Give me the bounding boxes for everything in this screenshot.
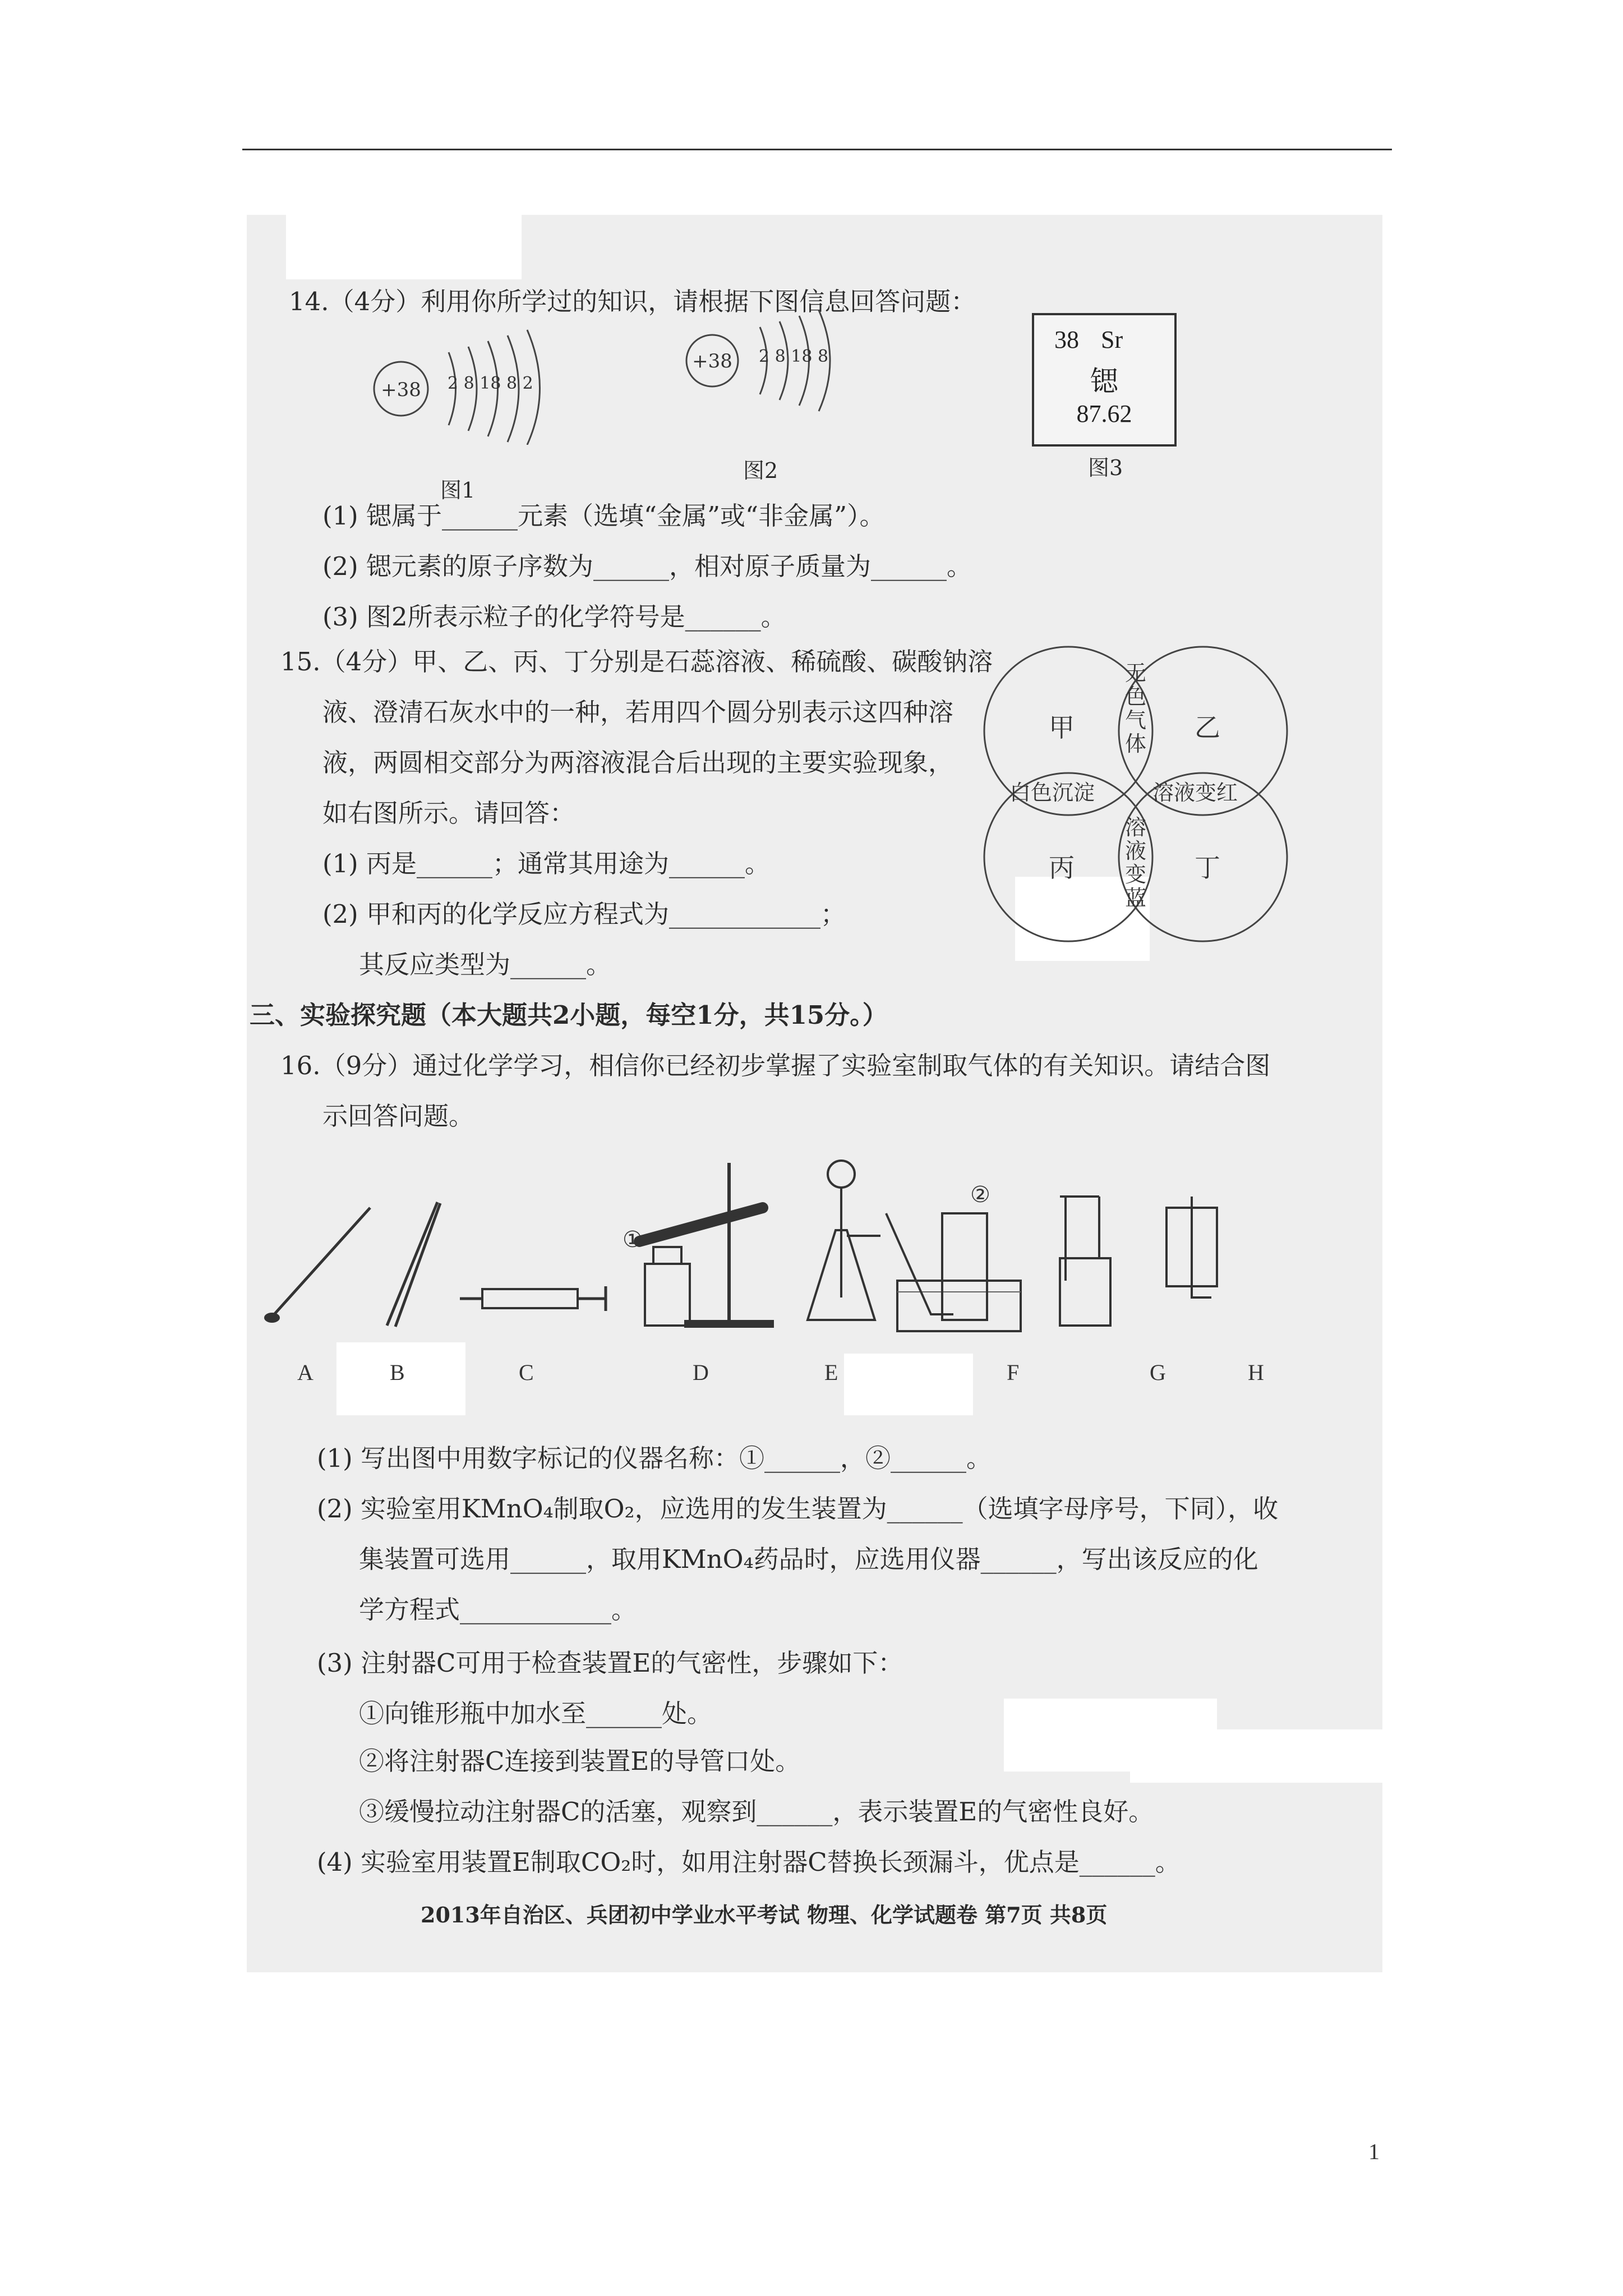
mark2: ②	[970, 1182, 990, 1208]
scanned-exam-page	[247, 215, 1382, 1972]
header-rule	[242, 149, 1392, 150]
venn-bing: 丙	[1049, 853, 1075, 883]
label-e: E	[824, 1360, 838, 1385]
venn-diagram	[970, 641, 1307, 955]
periodic-table-cell	[1032, 313, 1177, 447]
q14-part3: (3) 图2所表示粒子的化学符号是______。	[322, 602, 786, 632]
venn-yi: 乙	[1195, 712, 1220, 743]
label-h: H	[1248, 1360, 1264, 1385]
q16-part4: (4) 实验室用装置E制取CO₂时，如用注射器C替换长颈漏斗，优点是______。	[317, 1847, 1181, 1877]
lab-apparatus-figure	[258, 1152, 1368, 1337]
element-symbol: Sr	[1101, 326, 1123, 353]
section3-heading: 三、实验探究题（本大题共2小题，每空1分，共15分。）	[250, 1000, 888, 1030]
atom-structure-fig1	[365, 321, 578, 445]
venn-ding: 丁	[1195, 853, 1220, 883]
fig3-caption: 图3	[1088, 455, 1123, 480]
element-number: 38	[1054, 326, 1079, 353]
redaction-mask	[1130, 1729, 1382, 1783]
q15-part2: (2) 甲和丙的化学反应方程式为____________；	[322, 899, 846, 929]
redaction-mask	[286, 215, 522, 279]
q15-line2: 液、澄清石灰水中的一种，若用四个圆分别表示这四种溶	[322, 697, 954, 727]
q15-line1: 15.（4分）甲、乙、丙、丁分别是石蕊溶液、稀硫酸、碳酸钠溶	[280, 647, 993, 677]
venn-bottom: 溶液变蓝	[1124, 815, 1147, 910]
q14-part2: (2) 锶元素的原子序数为______，相对原子质量为______。	[322, 551, 972, 581]
q15-line3: 液，两圆相交部分为两溶液混合后出现的主要实验现象，	[322, 748, 954, 777]
q16-part2a: (2) 实验室用KMnO₄制取O₂，应选用的发生装置为______（选填字母序号，下同），收	[317, 1494, 1279, 1524]
q15-part1: (1) 丙是______；通常其用途为______。	[322, 849, 771, 878]
q16-line1: 16.（9分）通过化学学习，相信你已经初步掌握了实验室制取气体的有关知识。请结合图	[280, 1051, 1271, 1080]
label-a: A	[297, 1360, 313, 1385]
q16-part1: (1) 写出图中用数字标记的仪器名称：①______，②______。	[317, 1443, 992, 1473]
venn-right: 溶液变红	[1152, 780, 1238, 805]
q16-part2b: 集装置可选用______，取用KMnO₄药品时，应选用仪器______，写出该反应的化	[359, 1544, 1258, 1574]
fig1-nucleus: +38	[381, 379, 421, 401]
q15-part2b: 其反应类型为______。	[359, 950, 612, 979]
venn-jia: 甲	[1049, 712, 1075, 743]
redaction-mask	[844, 1354, 973, 1415]
label-d: D	[693, 1360, 709, 1385]
element-mass: 87.62	[1076, 400, 1132, 427]
fig2-nucleus: +38	[692, 350, 732, 372]
page-number: 1	[1368, 2139, 1380, 2164]
q14-part1: (1) 锶属于______元素（选填“金属”或“非金属”）。	[322, 501, 885, 531]
mark1: ①	[623, 1227, 643, 1253]
fig1-shells: 2 8 18 8 2	[448, 374, 533, 393]
label-b: B	[390, 1360, 405, 1385]
fig2-caption: 图2	[743, 458, 778, 483]
fig1-caption: 图1	[440, 478, 476, 503]
label-g: G	[1150, 1360, 1166, 1385]
ion-structure-fig2	[679, 299, 880, 422]
label-c: C	[519, 1360, 534, 1385]
q16-part3c: ③缓慢拉动注射器C的活塞，观察到______，表示装置E的气密性良好。	[359, 1797, 1154, 1826]
label-f: F	[1007, 1360, 1020, 1385]
q16-part3b: ②将注射器C连接到装置E的导管口处。	[359, 1746, 801, 1776]
q16-part3: (3) 注射器C可用于检查装置E的气密性，步骤如下：	[317, 1648, 903, 1678]
exam-footer: 2013年自治区、兵团初中学业水平考试 物理、化学试题卷 第7页 共8页	[421, 1902, 1108, 1927]
fig2-shells: 2 8 18 8	[759, 347, 829, 366]
q16-part2c: 学方程式____________。	[359, 1595, 637, 1625]
venn-left: 白色沉淀	[1009, 780, 1095, 805]
q14-title: 14.（4分）利用你所学过的知识，请根据下图信息回答问题：	[289, 287, 976, 316]
venn-top: 无色气体	[1124, 661, 1147, 756]
element-name: 锶	[1090, 365, 1118, 398]
q16-part3a: ①向锥形瓶中加水至______处。	[359, 1699, 713, 1728]
q16-line2: 示回答问题。	[322, 1101, 474, 1131]
q15-line4: 如右图所示。请回答：	[322, 798, 575, 828]
